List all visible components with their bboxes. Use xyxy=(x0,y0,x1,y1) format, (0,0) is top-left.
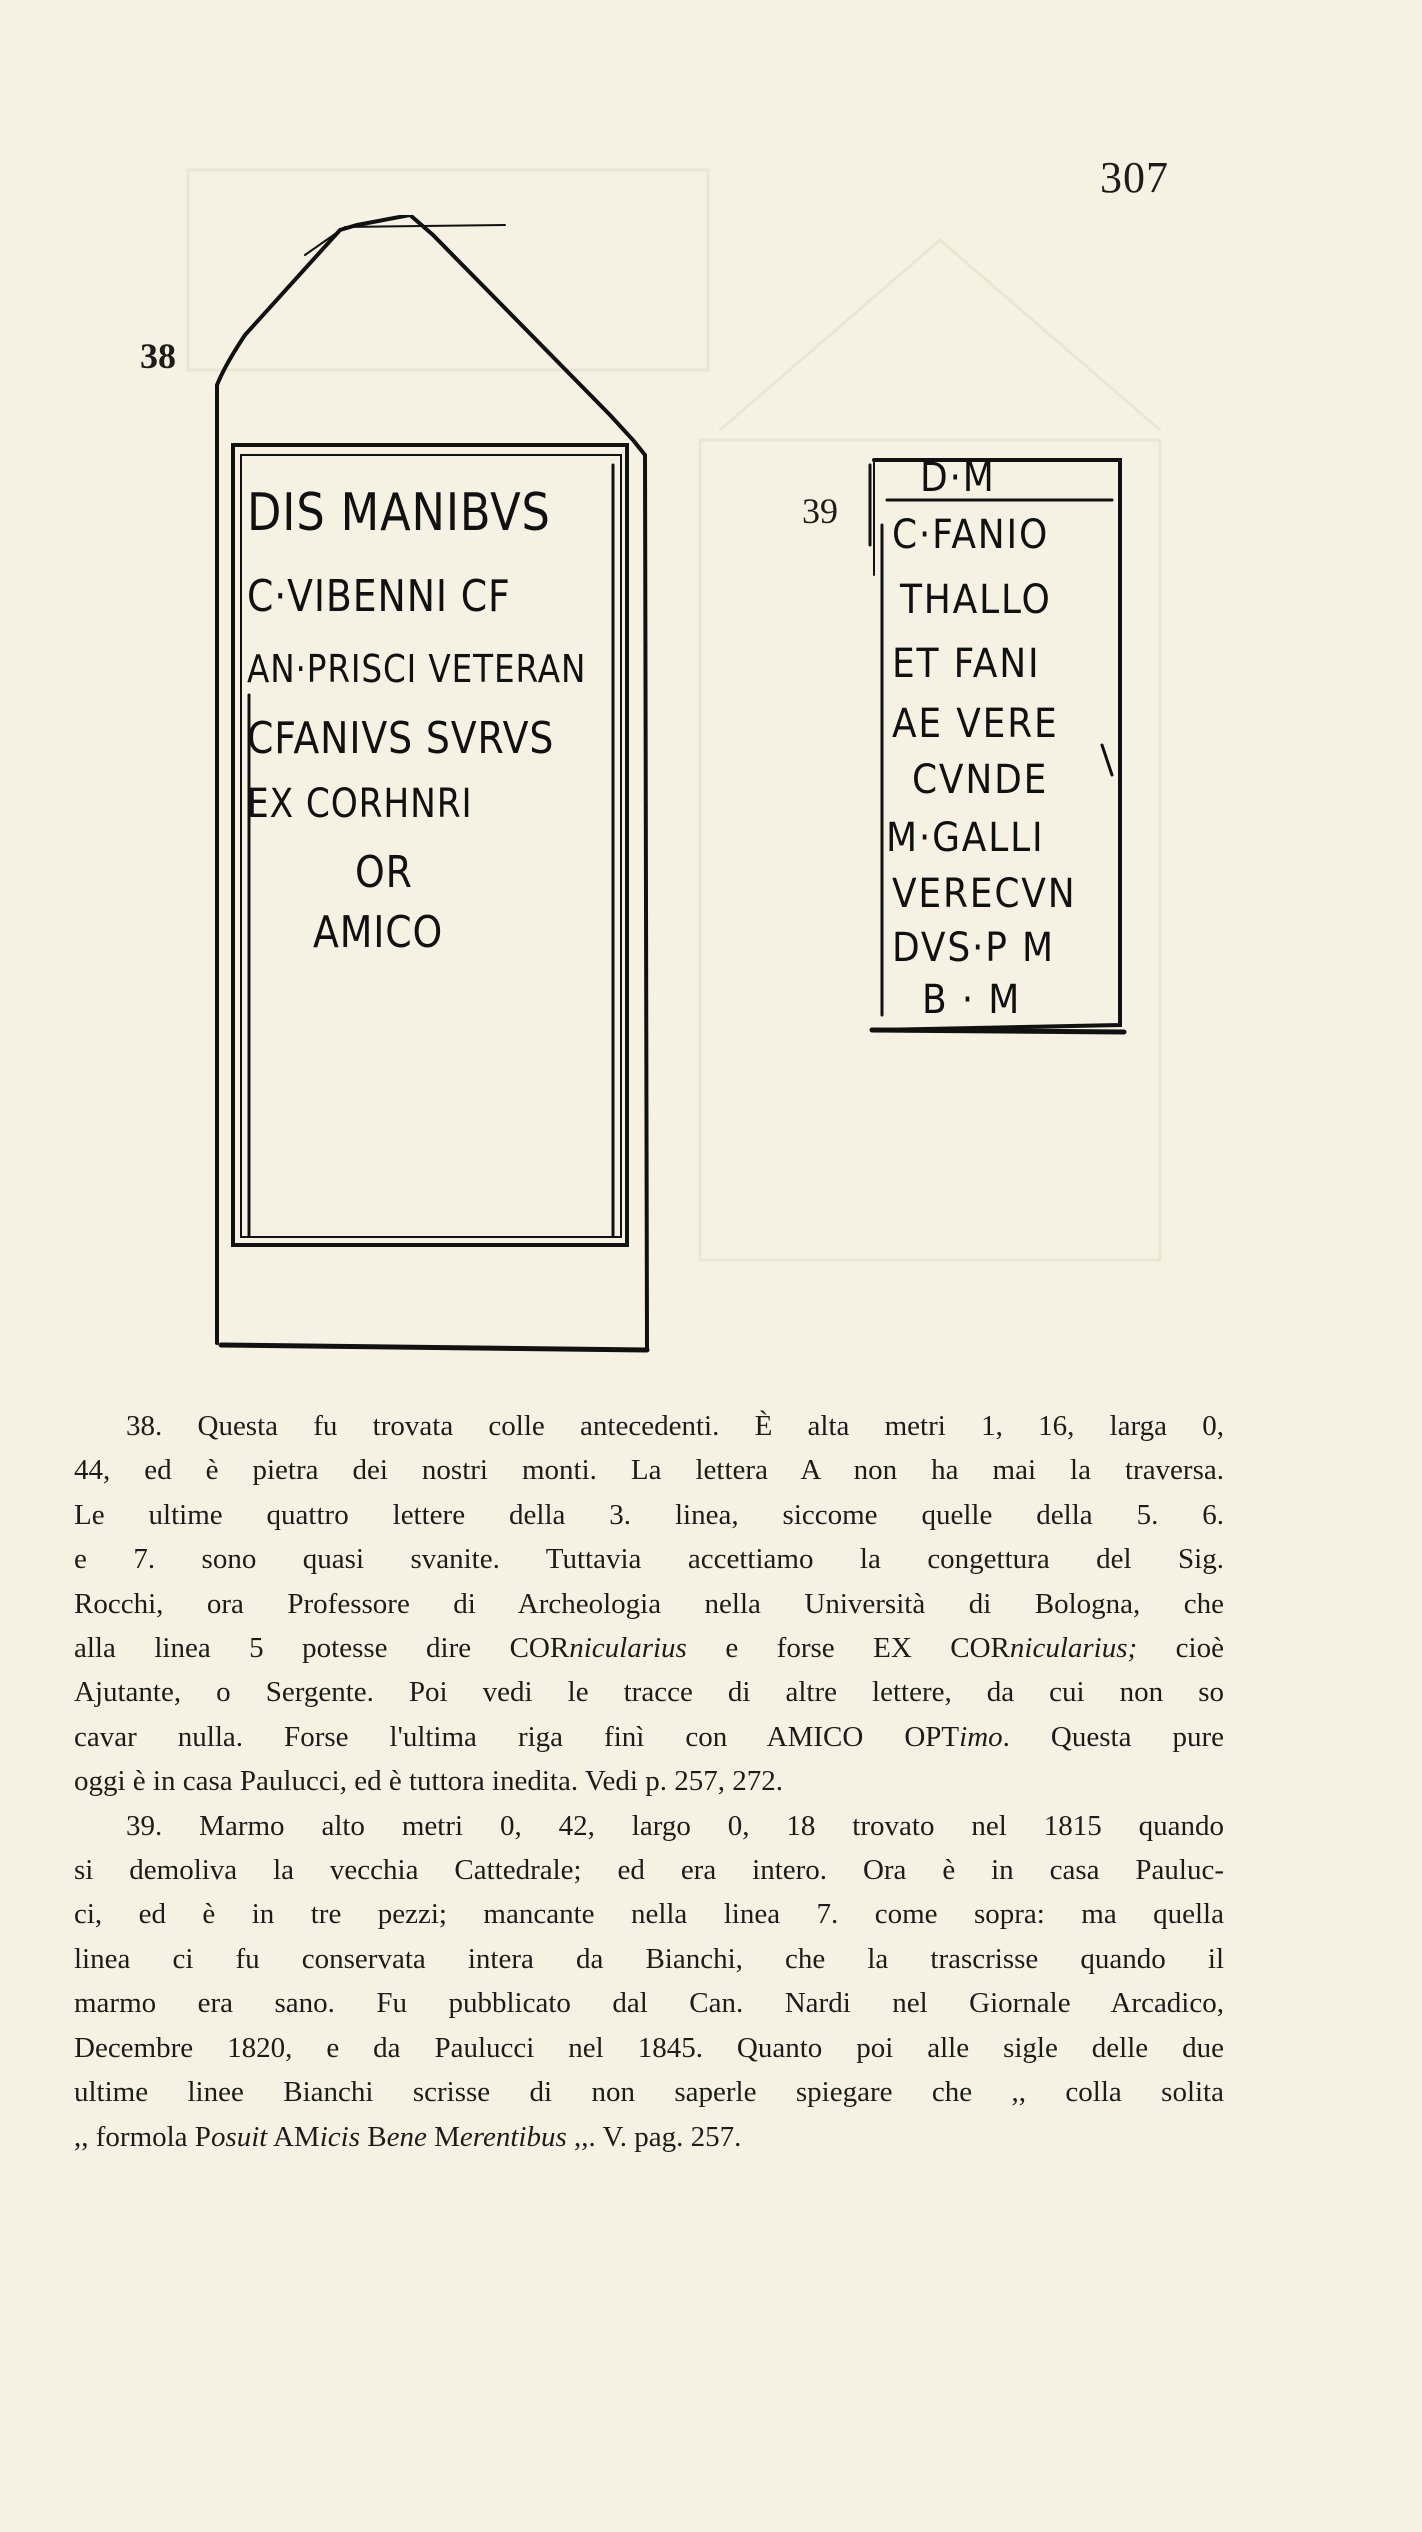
commentary-text xyxy=(74,1404,1224,2159)
stele-38-line-5: EX CORHNRI xyxy=(247,781,473,827)
p39-line: ,, formola Posuit AMicis Bene Merentibus ,,. V. pag. 257. xyxy=(74,2120,742,2153)
p38-line: 44, ed è pietra dei nostri monti. La lettera A non ha mai la traversa. xyxy=(74,1454,1224,1487)
stele-38-line-4: CFANIVS SVRVS xyxy=(247,713,555,764)
stele-39-line-1: D·M xyxy=(920,455,996,501)
p39-line: marmo era sano. Fu pubblicato dal Can. Nardi nel Giornale Arcadico, xyxy=(74,1987,1224,2020)
p39-line: ultime linee Bianchi scrisse di non saperle spiegare che ,, colla solita xyxy=(74,2076,1224,2109)
paragraph-38 xyxy=(74,1404,1224,1804)
p39-line: 39. Marmo alto metri 0, 42, largo 0, 18 trovato nel 1815 quando xyxy=(126,1809,1224,1842)
stele-38-line-6: OR xyxy=(355,847,413,898)
stele-38-line-2: C·VIBENNI CF xyxy=(247,571,511,622)
stele-39-line-2: C·FANIO xyxy=(892,512,1050,558)
p39-line: si demoliva la vecchia Cattedrale; ed era intero. Ora è in casa Pauluc- xyxy=(74,1854,1224,1887)
stele-39-line-9: DVS·P M xyxy=(892,925,1055,971)
p38-line: Rocchi, ora Professore di Archeologia nella Università di Bologna, che xyxy=(74,1587,1224,1620)
stele-38-line-7: AMICO xyxy=(313,907,444,958)
p38-line: 38. Questa fu trovata colle antecedenti. È alta metri 1, 16, larga 0, xyxy=(126,1410,1224,1442)
stele-39-line-5: AE VERE xyxy=(892,701,1059,747)
stele-39-line-8: VERECVN xyxy=(892,871,1077,917)
p38-line: e 7. sono quasi svanite. Tuttavia accettiamo la congettura del Sig. xyxy=(74,1543,1224,1576)
stele-38-line-3: AN·PRISCI VETERAN xyxy=(247,647,587,691)
figure-38-number: 38 xyxy=(140,336,176,376)
stele-39-line-4: ET FANI xyxy=(892,641,1041,687)
figure-39-number: 39 xyxy=(802,491,838,531)
p38-line: oggi è in casa Paulucci, ed è tuttora inedita. Vedi p. 257, 272. xyxy=(74,1765,783,1798)
stele-39-line-6: CVNDE xyxy=(912,757,1049,803)
page-number: 307 xyxy=(1100,153,1169,202)
paragraph-39 xyxy=(74,1804,1224,2159)
p38-line: Le ultime quattro lettere della 3. linea, siccome quelle della 5. 6. xyxy=(74,1498,1224,1531)
stele-38-line-1: DIS MANIBVS xyxy=(247,483,551,543)
p38-line: alla linea 5 potesse dire CORnicularius e forse EX CORnicularius; cioè xyxy=(74,1632,1224,1665)
stele-39-line-10: B · M xyxy=(922,977,1022,1023)
p39-line: linea ci fu conservata intera da Bianchi, che la trascrisse quando il xyxy=(74,1942,1224,1975)
p38-line: cavar nulla. Forse l'ultima riga finì con AMICO OPTimo. Questa pure xyxy=(74,1720,1225,1753)
stele-39-line-3: THALLO xyxy=(900,577,1052,623)
stele-39-line-7: M·GALLI xyxy=(886,815,1045,861)
p39-line: ci, ed è in tre pezzi; mancante nella linea 7. come sopra: ma quella xyxy=(74,1898,1224,1931)
p39-line: Decembre 1820, e da Paulucci nel 1845. Quanto poi alle sigle delle due xyxy=(74,2031,1224,2064)
p38-line: Ajutante, o Sergente. Poi vedi le tracce di altre lettere, da cui non so xyxy=(74,1676,1224,1709)
